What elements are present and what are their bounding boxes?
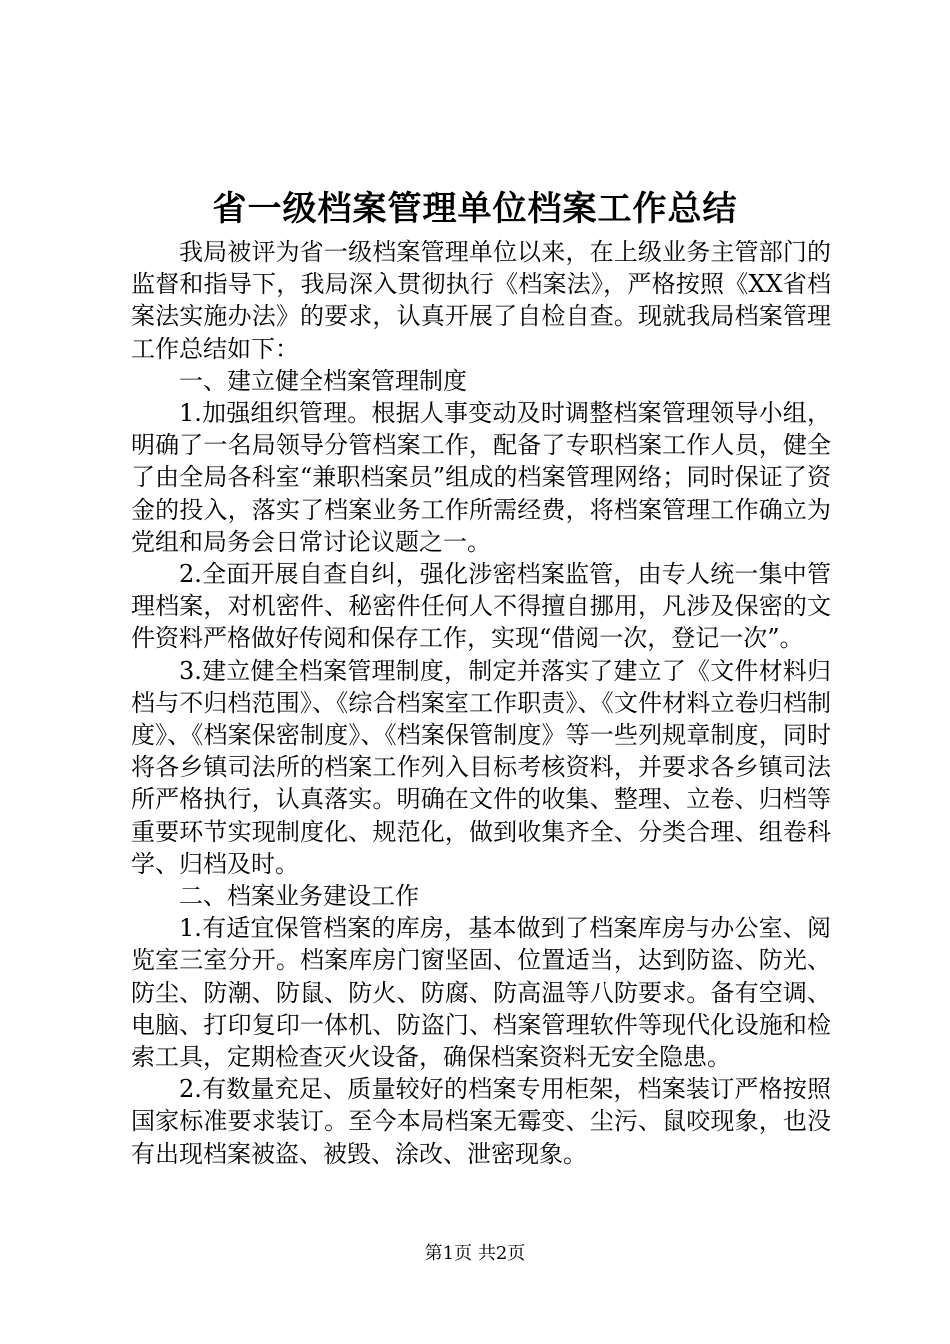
paragraph-2-1: 1.有适宜保管档案的库房，基本做到了档案库房与办公室、阅览室三室分开。档案库房门窗坚固、位置适当，达到防盗、防光、防尘、防潮、防鼠、防火、防腐、防高温等八防要求。备有空调、电脑、打印复印一体机、防盗门、档案管理软件等现代化设施和检索工具，定期检查灭火设备，确保档案资料无安全隐患。	[131, 914, 831, 1072]
section-heading-1: 一、建立健全档案管理制度	[179, 366, 467, 395]
paragraph-1-2: 2.全面开展自查自纠，强化涉密档案监管，由专人统一集中管理档案，对机密件、秘密件任何人不得擅自挪用，凡涉及保密的文件资料严格做好传阅和保存工作，实现“借阅一次，登记一次”。	[131, 560, 831, 653]
document-title: 省一级档案管理单位档案工作总结	[212, 189, 738, 229]
paragraph-1-3: 3.建立健全档案管理制度，制定并落实了建立了《文件材料归档与不归档范围》、《综合档案室工作职责》、《文件材料立卷归档制度》、《档案保密制度》、《档案保管制度》等一些列规章制度，同时将各乡镇司法所的档案工作列入目标考核资料，并要求各乡镇司法所严格执行，认真落实。明确在文件的收集、整理、立卷、归档等重要环节实现制度化、规范化，做到收集齐全、分类合理、组卷科学、归档及时。	[131, 656, 831, 878]
paragraph-1-1: 1.加强组织管理。根据人事变动及时调整档案管理领导小组，明确了一名局领导分管档案工作，配备了专职档案工作人员，健全了由全局各科室“兼职档案员”组成的档案管理网络；同时保证了资金的投入，落实了档案业务工作所需经费，将档案管理工作确立为党组和局务会日常讨论议题之一。	[131, 399, 831, 556]
document-body	[131, 236, 831, 1170]
paragraph-2-2: 2.有数量充足、质量较好的档案专用柜架，档案装订严格按照国家标准要求装订。至今本局档案无霉变、尘污、鼠咬现象，也没有出现档案被盗、被毁、涂改、泄密现象。	[131, 1075, 831, 1168]
paragraph-intro: 我局被评为省一级档案管理单位以来，在上级业务主管部门的监督和指导下，我局深入贯彻执行《档案法》，严格按照《XX省档案法实施办法》的要求，认真开展了自检自查。现就我局档案管理工作总结如下：	[131, 238, 831, 363]
section-heading-2: 二、档案业务建设工作	[179, 882, 419, 911]
page-footer: 第1页 共2页	[424, 1243, 526, 1264]
